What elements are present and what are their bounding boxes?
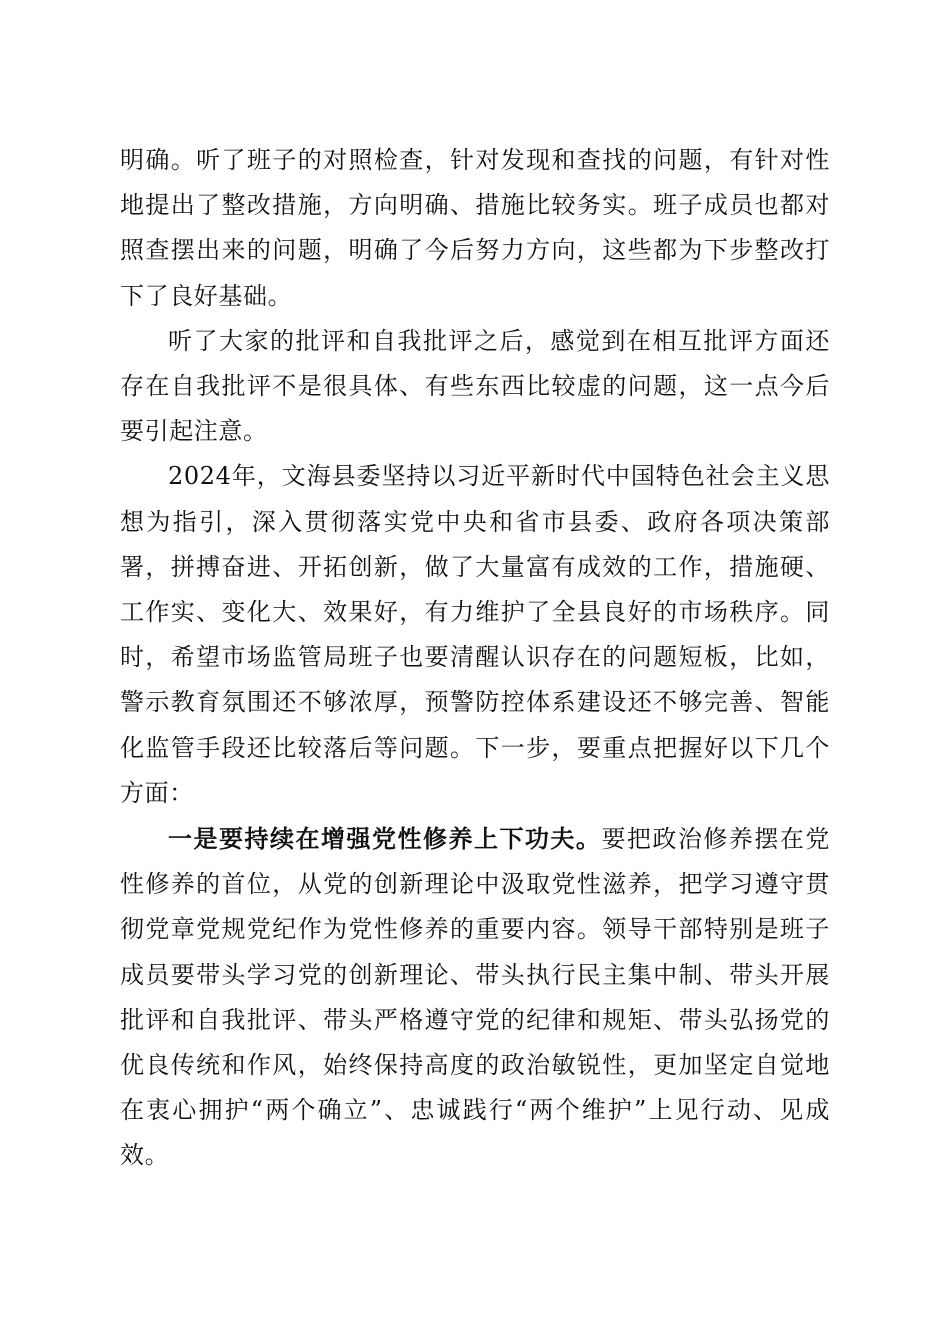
document-page (120, 138, 830, 1179)
paragraph-continuation: 明确。听了班子的对照检查，针对发现和查找的问题，有针对性地提出了整改措施，方向明确、措施比较务实。班子成员也都对照查摆出来的问题，明确了今后努力方向，这些都为下步整改打下了良好基础。 (120, 146, 830, 310)
paragraph-2024-summary: 2024年，文海县委坚持以习近平新时代中国特色社会主义思想为指引，深入贯彻落实党中央和省市县委、政府各项决策部署，拼搏奋进、开拓创新，做了大量富有成效的工作，措施硬、工作实、变化大、效果好，有力维护了全县良好的市场秩序。同时，希望市场监管局班子也要清醒认识存在的问题短板，比如，警示教育氛围还不够浓厚，预警防控体系建设还不够完善、智能化监管手段还比较落后等问题。下一步，要重点把握好以下几个方面： (120, 462, 830, 807)
paragraph-criticism: 听了大家的批评和自我批评之后，感觉到在相互批评方面还存在自我批评不是很具体、有些东西比较虚的问题，这一点今后要引起注意。 (120, 326, 830, 446)
paragraph-point-one (120, 816, 830, 1179)
point-one-body: 要把政治修养摆在党性修养的首位，从党的创新理论中汲取党性滋养，把学习遵守贯彻党章党规党纪作为党性修养的重要内容。领导干部特别是班子成员要带头学习党的创新理论、带头执行民主集中制、带头开展批评和自我批评、带头严格遵守党的纪律和规矩、带头弘扬党的优良传统和作风，始终保持高度的政治敏锐性，更加坚定自觉地在衷心拥护“两个确立”、忠诚践行“两个维护”上见行动、见成效。 (120, 825, 831, 1170)
point-one-heading: 一是要持续在增强党性修养上下功夫。 (168, 824, 602, 854)
